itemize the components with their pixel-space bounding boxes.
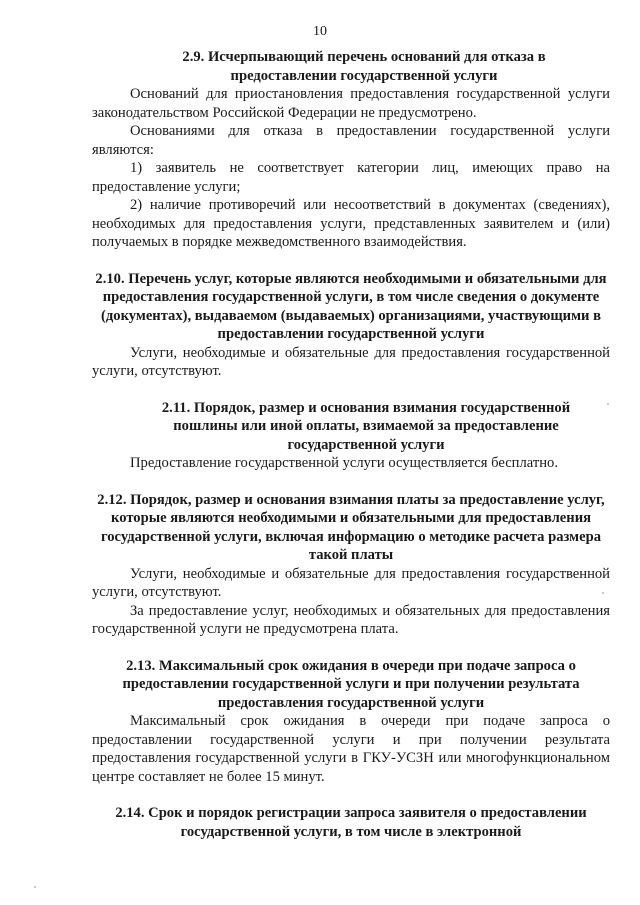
section-2-11 [92,399,610,455]
section-heading: 2.11. Порядок, размер и основания взимания государственной пошлины или иной оплаты, взимаемой за предоставление государственной услуги [161,399,571,453]
scan-speck [602,592,604,594]
section-2-9 [92,48,610,85]
paragraph: 1) заявитель не соответствует категории лиц, имеющих право на предоставление услуги; [92,160,610,195]
paragraph: Максимальный срок ожидания в очереди при подаче запроса о предоставлении государственной услуги и при получении результата предоставления государственной услуги в ГКУ-УСЗН или многофункциональном центре составляет не более 15 минут. [92,713,610,785]
section-heading: 2.13. Максимальный срок ожидания в очереди при подаче запроса о предоставлении государственной услуги и при получении результата предоставления государственной услуги [122,657,580,711]
scan-speck [607,403,609,405]
page-number: 10 [313,24,327,39]
paragraph: Услуги, необходимые и обязательные для предоставления государственной услуги, отсутствуют. [92,344,610,379]
scan-speck [34,886,36,888]
paragraph: Основаниями для отказа в предоставлении государственной услуги являются: [92,123,610,158]
paragraph: Предоставление государственной услуги осуществляется бесплатно. [130,455,558,471]
section-heading: 2.10. Перечень услуг, которые являются необходимыми и обязательными для предоставления государственной услуги, в том числе сведения о документе (документах), выдаваемом (выдаваемых) организациями, участвующими в предоставлении государственной услуги [95,270,607,342]
paragraph: Оснований для приостановления предоставления государственной услуги законодательством Российской Федерации не предусмотрено. [92,86,610,121]
paragraph: За предоставление услуг, необходимых и обязательных для предоставления государственной услуги не предусмотрена плата. [92,602,610,637]
paragraph: Услуги, необходимые и обязательные для предоставления государственной услуги, отсутствуют. [92,565,610,600]
section-2-13 [92,657,610,713]
section-2-12 [92,491,610,565]
document-body [92,48,610,841]
section-heading: 2.14. Срок и порядок регистрации запроса заявителя о предоставлении государственной услуги, в том числе в электронной [115,805,587,840]
section-2-10 [92,270,610,344]
section-heading: 2.12. Порядок, размер и основания взимания платы за предоставление услуг, которые являются необходимыми и обязательными для предоставления государственной услуги, включая информацию о методике расчета размера такой платы [97,491,605,563]
section-2-14 [92,804,610,841]
section-heading: 2.9. Исчерпывающий перечень оснований для отказа в предоставлении государственной услуги [182,49,546,84]
paragraph: 2) наличие противоречий или несоответствий в документах (сведениях), необходимых для предоставления услуги, представленных заявителем и (или) получаемых в порядке межведомственного взаимодействия. [92,197,610,250]
